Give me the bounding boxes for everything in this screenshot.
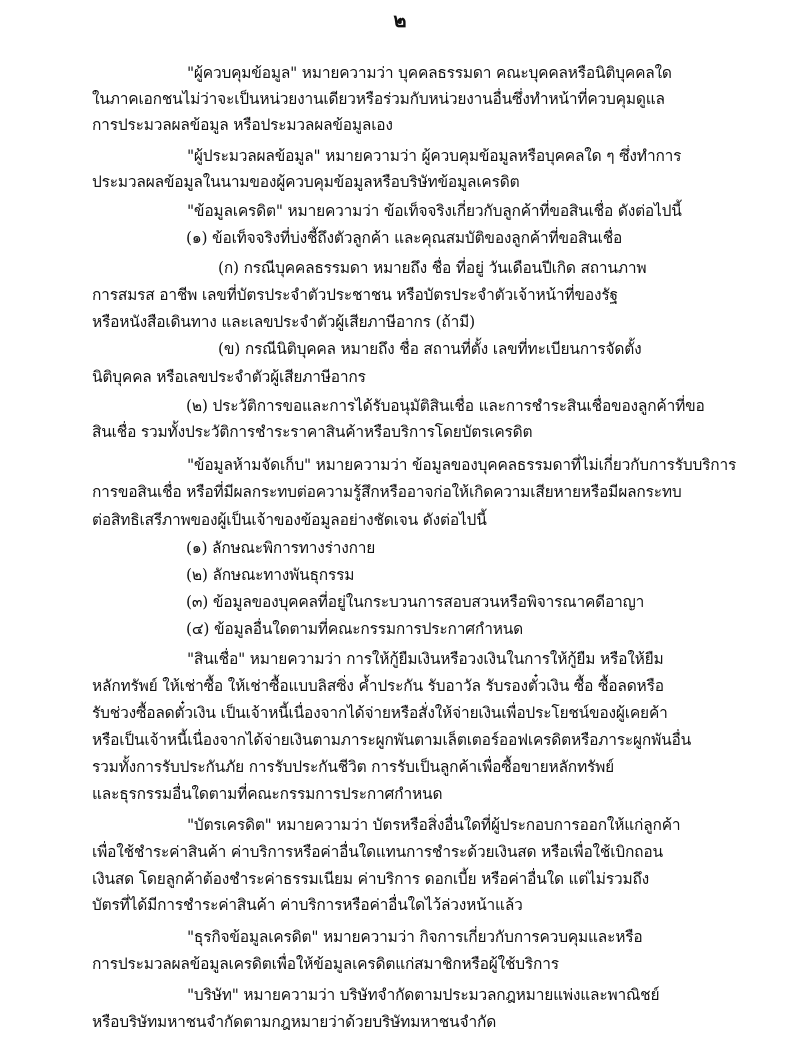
text-line: ต่อสิทธิเสรีภาพของผู้เป็นเจ้าของข้อมูลอย่างชัดเจน ดังต่อไปนี้ xyxy=(92,511,487,529)
text-line: (๒) ลักษณะทางพันธุกรรม xyxy=(186,566,355,584)
text-line: "บัตรเครดิต" หมายความว่า บัตรหรือสิ่งอื่นใดที่ผู้ประกอบการออกให้แก่ลูกค้า xyxy=(187,816,681,834)
text-line: และธุรกรรมอื่นใดตามที่คณะกรรมการประกาศกำหนด xyxy=(92,785,443,803)
text-line: "ผู้ควบคุมข้อมูล" หมายความว่า บุคคลธรรมดา คณะบุคคลหรือนิติบุคคลใด xyxy=(187,64,672,82)
text-line: "ธุรกิจข้อมูลเครดิต" หมายความว่า กิจการเกี่ยวกับการควบคุมและหรือ xyxy=(187,928,643,946)
text-line: สินเชื่อ รวมทั้งประวัติการชำระราคาสินค้าหรือบริการโดยบัตรเครดิต xyxy=(92,423,533,441)
text-line: รวมทั้งการรับประกันภัย การรับประกันชีวิต การรับเป็นลูกค้าเพื่อซื้อขายหลักทรัพย์ xyxy=(92,758,615,776)
text-line: "ข้อมูลเครดิต" หมายความว่า ข้อเท็จจริงเกี่ยวกับลูกค้าที่ขอสินเชื่อ ดังต่อไปนี้ xyxy=(187,202,682,220)
text-line: "บริษัท" หมายความว่า บริษัทจำกัดตามประมวลกฎหมายแพ่งและพาณิชย์ xyxy=(187,986,660,1004)
text-line: รับช่วงซื้อลดตั๋วเงิน เป็นเจ้าหนี้เนื่องจากได้จ่ายหรือสั่งให้จ่ายเงินเพื่อประโยชน์ของผู้เคยค้า xyxy=(92,704,668,722)
text-line: หลักทรัพย์ ให้เช่าซื้อ ให้เช่าซื้อแบบลิสซิ่ง ค้ำประกัน รับอาวัล รับรองตั๋วเงิน ซื้อ ซื้อลดหรือ xyxy=(92,677,664,695)
text-line: "ข้อมูลห้ามจัดเก็บ" หมายความว่า ข้อมูลของบุคคลธรรมดาที่ไม่เกี่ยวกับการรับบริการ xyxy=(187,456,737,474)
text-line: (๔) ข้อมูลอื่นใดตามที่คณะกรรมการประกาศกำหนด xyxy=(186,620,524,638)
text-line: "สินเชื่อ" หมายความว่า การให้กู้ยืมเงินหรือวงเงินในการให้กู้ยืม หรือให้ยืม xyxy=(187,650,664,668)
text-line: บัตรที่ได้มีการชำระค่าสินค้า ค่าบริการหรือค่าอื่นใดไว้ล่วงหน้าแล้ว xyxy=(92,896,523,914)
text-line: การขอสินเชื่อ หรือที่มีผลกระทบต่อความรู้สึกหรืออาจก่อให้เกิดความเสียหายหรือมีผลกระทบ xyxy=(92,483,682,501)
text-line: "ผู้ประมวลผลข้อมูล" หมายความว่า ผู้ควบคุมข้อมูลหรือบุคคลใด ๆ ซึ่งทำการ xyxy=(187,147,682,165)
text-line: (๑) ลักษณะพิการทางร่างกาย xyxy=(186,539,376,557)
text-line: (๑) ข้อเท็จจริงที่บ่งชี้ถึงตัวลูกค้า และคุณสมบัติของลูกค้าที่ขอสินเชื่อ xyxy=(186,229,623,247)
text-line: นิติบุคคล หรือเลขประจำตัวผู้เสียภาษีอากร xyxy=(92,368,366,386)
text-line: (๒) ประวัติการขอและการได้รับอนุมัติสินเชื่อ และการชำระสินเชื่อของลูกค้าที่ขอ xyxy=(186,397,705,415)
text-line: ประมวลผลข้อมูลในนามของผู้ควบคุมข้อมูลหรือบริษัทข้อมูลเครดิต xyxy=(92,173,520,191)
text-line: หรือบริษัทมหาชนจำกัดตามกฎหมายว่าด้วยบริษัทมหาชนจำกัด xyxy=(92,1013,497,1031)
text-line: (๓) ข้อมูลของบุคคลที่อยู่ในกระบวนการสอบสวนหรือพิจารณาคดีอาญา xyxy=(186,593,645,611)
text-line: การสมรส อาชีพ เลขที่บัตรประจำตัวประชาชน หรือบัตรประจำตัวเจ้าหน้าที่ของรัฐ xyxy=(92,286,618,304)
text-line: เงินสด โดยลูกค้าต้องชำระค่าธรรมเนียม ค่าบริการ ดอกเบี้ย หรือค่าอื่นใด แต่ไม่รวมถึง xyxy=(92,870,650,888)
text-line: ในภาคเอกชนไม่ว่าจะเป็นหน่วยงานเดียวหรือร่วมกับหน่วยงานอื่นซึ่งทำหน้าที่ควบคุมดูแล xyxy=(92,90,665,108)
text-line: การประมวลผลข้อมูล หรือประมวลผลข้อมูลเอง xyxy=(92,116,393,134)
text-line: หรือเป็นเจ้าหนี้เนื่องจากได้จ่ายเงินตามภาระผูกพันตามเล็ตเตอร์ออฟเครดิตหรือภาระผูกพันอื่น xyxy=(92,731,692,749)
text-line: หรือหนังสือเดินทาง และเลขประจำตัวผู้เสียภาษีอากร (ถ้ามี) xyxy=(92,313,475,331)
text-line: (ข) กรณีนิติบุคคล หมายถึง ชื่อ สถานที่ตั้ง เลขที่ทะเบียนการจัดตั้ง xyxy=(218,340,642,358)
page-number: ๒ xyxy=(393,8,407,32)
text-line: (ก) กรณีบุคคลธรรมดา หมายถึง ชื่อ ที่อยู่ วันเดือนปีเกิด สถานภาพ xyxy=(218,259,647,277)
text-line: เพื่อใช้ชำระค่าสินค้า ค่าบริการหรือค่าอื่นใดแทนการชำระด้วยเงินสด หรือเพื่อใช้เบิกถอน xyxy=(92,843,663,861)
text-line: การประมวลผลข้อมูลเครดิตเพื่อให้ข้อมูลเครดิตแก่สมาชิกหรือผู้ใช้บริการ xyxy=(92,955,559,973)
